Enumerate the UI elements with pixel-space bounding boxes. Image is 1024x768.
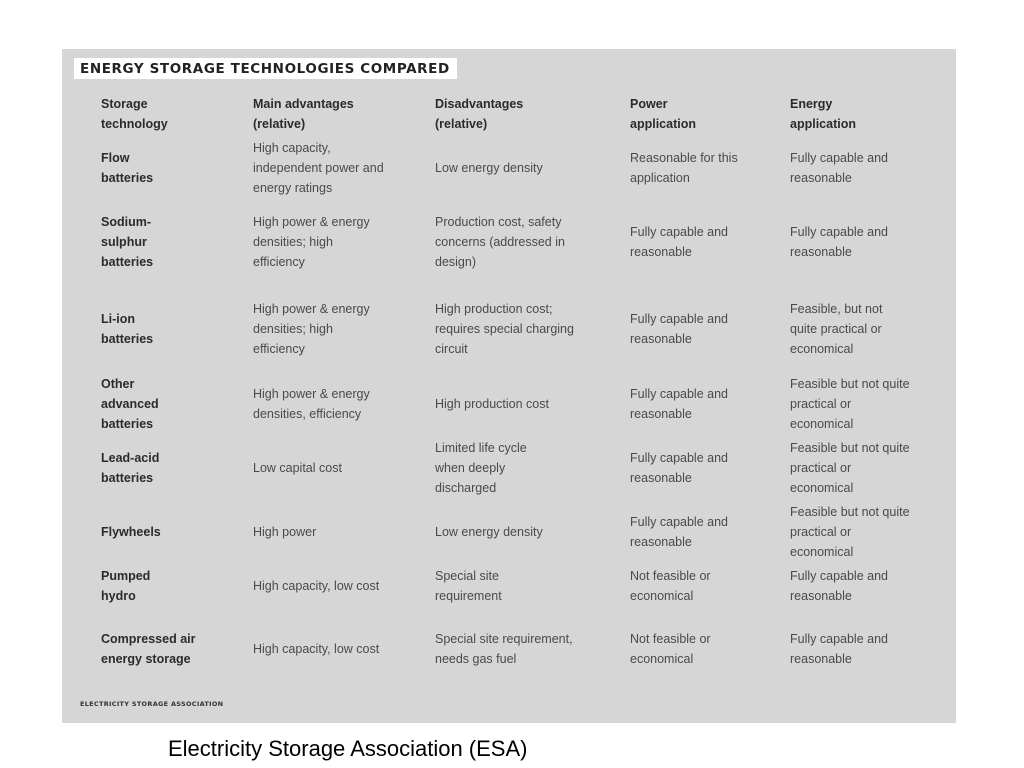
- table-cell: Not feasible or economical: [630, 569, 711, 603]
- table-row: Sodium-sulphur batteries: [101, 215, 154, 269]
- table-cell: High production cost: [435, 397, 549, 411]
- header-disadvantages: Disadvantages (relative): [435, 97, 524, 131]
- table-row: Flywheels: [101, 525, 161, 539]
- table-cell: Fully capable and reasonable: [790, 151, 888, 185]
- table-cell: High power & energy densities; high efficiency: [253, 302, 370, 356]
- header-energy-application: Energy application: [790, 97, 856, 131]
- table-cell: High capacity, low cost: [253, 579, 380, 593]
- table-cell: Fully capable and reasonable: [790, 632, 888, 666]
- table-row: Flow batteries: [101, 151, 154, 185]
- table-cell: Fully capable and reasonable: [630, 451, 728, 485]
- table-cell: Reasonable for this application: [630, 151, 738, 185]
- table-row: Other advanced batteries: [101, 377, 159, 431]
- header-power-application: Power application: [630, 97, 696, 131]
- table-cell: High power: [253, 525, 317, 539]
- table-row: Compressed air energy storage: [101, 632, 196, 666]
- table-cell: High production cost; requires special charging circuit: [435, 302, 574, 356]
- table-cell: Fully capable and reasonable: [630, 225, 728, 259]
- table-cell: High capacity, low cost: [253, 642, 380, 656]
- table-cell: Not feasible or economical: [630, 632, 711, 666]
- slide-caption: Electricity Storage Association (ESA): [168, 736, 528, 761]
- comparison-table-image: [62, 49, 956, 723]
- table-cell: Fully capable and reasonable: [790, 569, 888, 603]
- source-credit: ELECTRICITY STORAGE ASSOCIATION: [80, 700, 224, 708]
- table-cell: Fully capable and reasonable: [630, 387, 728, 421]
- table-cell: High power & energy densities; high efficiency: [253, 215, 370, 269]
- header-storage-technology: Storage technology: [101, 97, 168, 131]
- table-cell: Special site requirement: [435, 569, 502, 603]
- table-cell: Production cost, safety concerns (addressed in design): [435, 215, 565, 269]
- table-cell: Feasible but not quite practical or economical: [790, 441, 910, 495]
- table-cell: Feasible but not quite practical or economical: [790, 505, 910, 559]
- table-cell: Low capital cost: [253, 461, 342, 475]
- table-row: Pumped hydro: [101, 569, 151, 603]
- table-cell: Low energy density: [435, 161, 543, 175]
- table-cell: Fully capable and reasonable: [630, 312, 728, 346]
- table-row: Li-ion batteries: [101, 312, 154, 346]
- table-cell: Fully capable and reasonable: [790, 225, 888, 259]
- table-row: Lead-acid batteries: [101, 451, 160, 485]
- header-main-advantages: Main advantages (relative): [253, 97, 354, 131]
- table-cell: Feasible, but not quite practical or economical: [790, 302, 883, 356]
- table-cell: Fully capable and reasonable: [630, 515, 728, 549]
- table-cell: Limited life cycle when deeply discharged: [435, 441, 527, 495]
- table-cell: Special site requirement, needs gas fuel: [435, 632, 573, 666]
- table-cell: High capacity, independent power and energy ratings: [253, 141, 384, 195]
- table-cell: Feasible but not quite practical or economical: [790, 377, 910, 431]
- table-title: ENERGY STORAGE TECHNOLOGIES COMPARED: [74, 58, 457, 79]
- table-cell: Low energy density: [435, 525, 543, 539]
- table-cell: High power & energy densities, efficiency: [253, 387, 370, 421]
